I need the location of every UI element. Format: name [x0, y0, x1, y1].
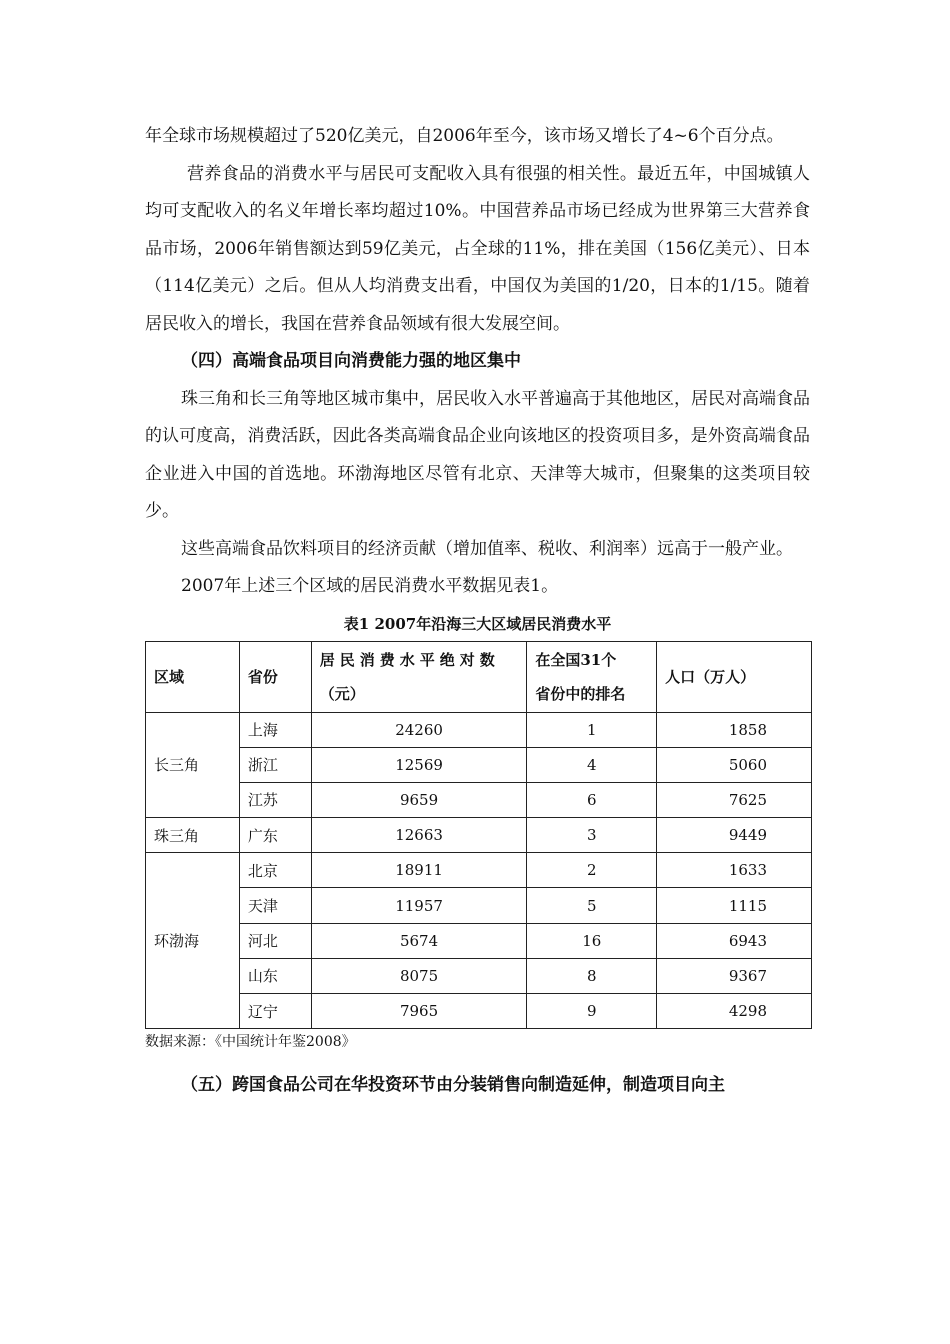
- table-row: [146, 782, 812, 817]
- cell-province: 上海: [239, 712, 311, 747]
- paragraph-nutrition-income: 营养食品的消费水平与居民可支配收入具有很强的相关性。最近五年，中国城镇人均可支配收入的名义年增长率均超过10%。中国营养品市场已经成为世界第三大营养食品市场，2006年销售额达到59亿美元，占全球的11%，排在美国（156亿美元）、日本（114亿美元）之后。但从人均消费支出看，中国仅为美国的1/20，日本的1/15。随着居民收入的增长，我国在营养食品领域有很大发展空间。: [145, 163, 810, 334]
- cell-rank: 2: [527, 853, 657, 888]
- section-heading-4: （四）高端食品项目向消费能力强的地区集中: [181, 351, 521, 371]
- cell-population: 9449: [657, 818, 812, 853]
- section-heading-5: （五）跨国食品公司在华投资环节由分装销售向制造延伸，制造项目向主: [181, 1075, 725, 1096]
- table-row: [146, 747, 812, 782]
- header-province: 省份: [239, 641, 311, 712]
- cell-province: 江苏: [239, 782, 311, 817]
- paragraph-economic-contribution: 这些高端食品饮料项目的经济贡献（增加值率、税收、利润率）远高于一般产业。: [181, 538, 793, 559]
- cell-population: 7625: [657, 782, 812, 817]
- cell-rank: 1: [527, 712, 657, 747]
- cell-consumption: 11957: [311, 888, 527, 923]
- cell-province: 天津: [239, 888, 311, 923]
- header-rank: [527, 641, 657, 712]
- cell-rank: 6: [527, 782, 657, 817]
- region-pearl: 珠三角: [146, 818, 240, 853]
- consumption-table: [145, 641, 812, 1030]
- cell-consumption: 9659: [311, 782, 527, 817]
- cell-consumption: 8075: [311, 958, 527, 993]
- table-row: [146, 994, 812, 1029]
- cell-population: 1633: [657, 853, 812, 888]
- table-row: [146, 888, 812, 923]
- cell-province: 浙江: [239, 747, 311, 782]
- cell-rank: 3: [527, 818, 657, 853]
- cell-consumption: 24260: [311, 712, 527, 747]
- region-bohai: 环渤海: [146, 853, 240, 1029]
- cell-consumption: 5674: [311, 923, 527, 958]
- paragraph-table-intro: 2007年上述三个区域的居民消费水平数据见表1。: [181, 576, 559, 596]
- header-consumption-line1: 居民消费水平绝对数: [319, 650, 500, 669]
- cell-population: 5060: [657, 747, 812, 782]
- cell-consumption: 7965: [311, 994, 527, 1029]
- cell-population: 9367: [657, 958, 812, 993]
- document-body: [145, 118, 810, 1105]
- table-caption: 表1 2007年沿海三大区域居民消费水平: [343, 614, 612, 633]
- table-row: [146, 958, 812, 993]
- cell-consumption: 18911: [311, 853, 527, 888]
- cell-rank: 8: [527, 958, 657, 993]
- table-row: [146, 818, 812, 853]
- cell-rank: 16: [527, 923, 657, 958]
- header-consumption-line2: （元）: [319, 684, 365, 703]
- table-row: [146, 923, 812, 958]
- cell-consumption: 12663: [311, 818, 527, 853]
- cell-rank: 5: [527, 888, 657, 923]
- header-rank-line2: 省份中的排名: [535, 684, 626, 703]
- header-consumption: [311, 641, 527, 712]
- table-row: [146, 712, 812, 747]
- paragraph-market-size: 年全球市场规模超过了520亿美元，自2006年至今，该市场又增长了4~6个百分点。: [145, 126, 784, 146]
- table-source-note: 数据来源：《中国统计年鉴2008》: [145, 1034, 356, 1051]
- header-population: 人口（万人）: [657, 641, 812, 712]
- cell-population: 1858: [657, 712, 812, 747]
- header-region: 区域: [146, 641, 240, 712]
- cell-population: 6943: [657, 923, 812, 958]
- cell-province: 广东: [239, 818, 311, 853]
- cell-province: 河北: [239, 923, 311, 958]
- table-header-row: [146, 641, 812, 712]
- cell-rank: 9: [527, 994, 657, 1029]
- cell-province: 辽宁: [239, 994, 311, 1029]
- cell-consumption: 12569: [311, 747, 527, 782]
- paragraph-regional-concentration: 珠三角和长三角等地区城市集中，居民收入水平普遍高于其他地区，居民对高端食品的认可度高，消费活跃，因此各类高端食品企业向该地区的投资项目多，是外资高端食品企业进入中国的首选地。环渤海地区尽管有北京、天津等大城市，但聚集的这类项目较少。: [145, 388, 810, 521]
- header-rank-line1: 在全国31个: [535, 650, 617, 669]
- cell-rank: 4: [527, 747, 657, 782]
- region-yangtze: 长三角: [146, 712, 240, 818]
- cell-province: 山东: [239, 958, 311, 993]
- cell-population: 1115: [657, 888, 812, 923]
- cell-province: 北京: [239, 853, 311, 888]
- table-row: [146, 853, 812, 888]
- cell-population: 4298: [657, 994, 812, 1029]
